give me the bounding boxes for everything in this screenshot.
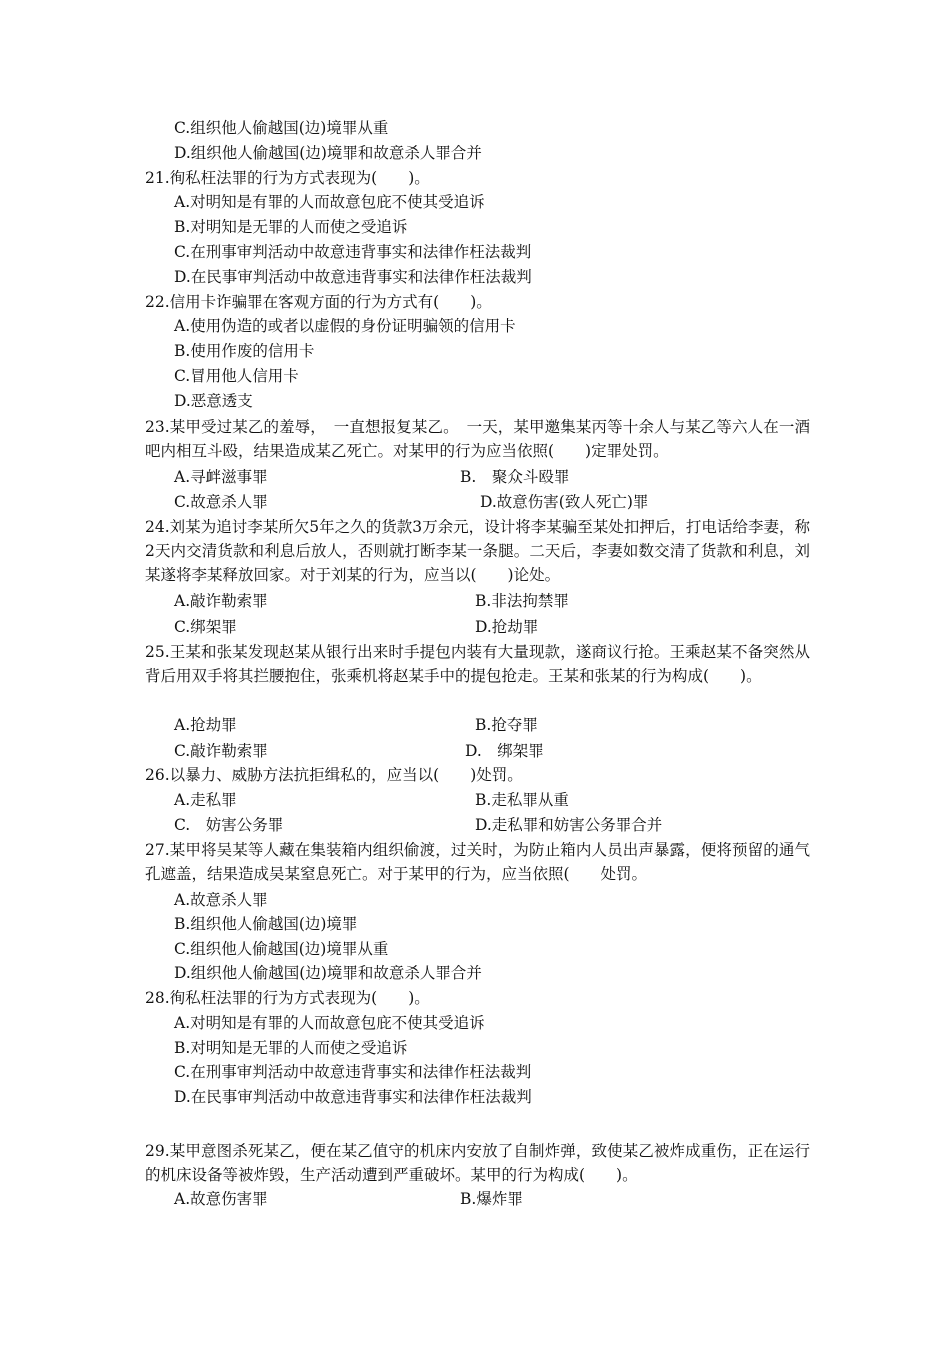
option-text: C.故意杀人罪 bbox=[174, 493, 268, 511]
option-text: A.敲诈勒索罪 bbox=[174, 592, 268, 610]
option-text: B.组织他人偷越国(边)境罪 bbox=[174, 915, 358, 933]
option-text: B.走私罪从重 bbox=[475, 791, 569, 809]
option-text: A.使用伪造的或者以虚假的身份证明骗领的信用卡 bbox=[174, 317, 516, 335]
question-text: 24.刘某为追讨李某所欠5年之久的货款3万余元，设计将李某骗至某处扣押后，打电话给李妻，称2天内交清货款和利息后放人，否则就打断李某一条腿。二天后，李妻如数交清了货款和利息，刘某遂将李某释放回家。对于刘某的行为，应当以( )论处。 bbox=[145, 518, 810, 584]
option-text: A.故意伤害罪 bbox=[174, 1190, 268, 1208]
option-text: A.寻衅滋事罪 bbox=[174, 468, 268, 486]
option-text: B.使用作废的信用卡 bbox=[174, 342, 315, 360]
option-text: D.恶意透支 bbox=[174, 392, 253, 410]
option-text: C.冒用他人信用卡 bbox=[174, 367, 299, 385]
option-text: A.走私罪 bbox=[174, 791, 237, 809]
question-text: 29.某甲意图杀死某乙，便在某乙值守的机床内安放了自制炸弹，致使某乙被炸成重伤，正在运行的机床设备等被炸毁，生产活动遭到严重破坏。某甲的行为构成( )。 bbox=[145, 1142, 810, 1184]
option-text: D.抢劫罪 bbox=[475, 618, 539, 636]
option-text: A.对明知是有罪的人而故意包庇不使其受追诉 bbox=[174, 1014, 485, 1032]
option-text: B.对明知是无罪的人而使之受追诉 bbox=[174, 1039, 408, 1057]
option-text: C.在刑事审判活动中故意违背事实和法律作枉法裁判 bbox=[174, 243, 532, 261]
option-text: C.敲诈勒索罪 bbox=[174, 742, 268, 760]
option-text: B.爆炸罪 bbox=[460, 1190, 523, 1208]
option-text: B.对明知是无罪的人而使之受追诉 bbox=[174, 218, 408, 236]
option-text: C. 妨害公务罪 bbox=[174, 816, 284, 834]
option-text: A.对明知是有罪的人而故意包庇不使其受追诉 bbox=[174, 193, 485, 211]
question-text: 21.徇私枉法罪的行为方式表现为( )。 bbox=[145, 169, 430, 187]
question-text: 26.以暴力、威胁方法抗拒缉私的，应当以( )处罚。 bbox=[145, 766, 523, 784]
option-text: B.非法拘禁罪 bbox=[475, 592, 569, 610]
option-text: D.故意伤害(致人死亡)罪 bbox=[480, 493, 649, 511]
question-text: 22.信用卡诈骗罪在客观方面的行为方式有( )。 bbox=[145, 293, 492, 311]
option-text: C.组织他人偷越国(边)境罪从重 bbox=[174, 940, 389, 958]
option-text: C.组织他人偷越国(边)境罪从重 bbox=[174, 119, 389, 137]
option-text: D.组织他人偷越国(边)境罪和故意杀人罪合并 bbox=[174, 964, 482, 982]
option-text: D.在民事审判活动中故意违背事实和法律作枉法裁判 bbox=[174, 268, 532, 286]
option-text: D.在民事审判活动中故意违背事实和法律作枉法裁判 bbox=[174, 1088, 532, 1106]
option-text: D.组织他人偷越国(边)境罪和故意杀人罪合并 bbox=[174, 144, 482, 162]
question-text: 28.徇私枉法罪的行为方式表现为( )。 bbox=[145, 989, 430, 1007]
option-text: A.故意杀人罪 bbox=[174, 891, 268, 909]
option-text: D. 绑架罪 bbox=[465, 742, 544, 760]
option-text: D.走私罪和妨害公务罪合并 bbox=[475, 816, 663, 834]
option-text: C.绑架罪 bbox=[174, 618, 237, 636]
option-text: B.抢夺罪 bbox=[475, 716, 538, 734]
question-text: 23.某甲受过某乙的羞辱， 一直想报复某乙。 一天，某甲邀集某丙等十余人与某乙等六人在一酒吧内相互斗殴，结果造成某乙死亡。对某甲的行为应当依照( )定罪处罚。 bbox=[145, 418, 810, 460]
option-text: B. 聚众斗殴罪 bbox=[460, 468, 570, 486]
option-text: A.抢劫罪 bbox=[174, 716, 237, 734]
option-text: C.在刑事审判活动中故意违背事实和法律作枉法裁判 bbox=[174, 1063, 532, 1081]
question-text: 25.王某和张某发现赵某从银行出来时手提包内装有大量现款，遂商议行抢。王乘赵某不备突然从背后用双手将其拦腰抱住，张乘机将赵某手中的提包抢走。王某和张某的行为构成( )。 bbox=[145, 643, 810, 685]
question-text: 27.某甲将吴某等人藏在集装箱内组织偷渡，过关时，为防止箱内人员出声暴露，便将预留的通气孔遮盖，结果造成吴某窒息死亡。对于某甲的行为，应当依照( 处罚。 bbox=[145, 841, 810, 883]
